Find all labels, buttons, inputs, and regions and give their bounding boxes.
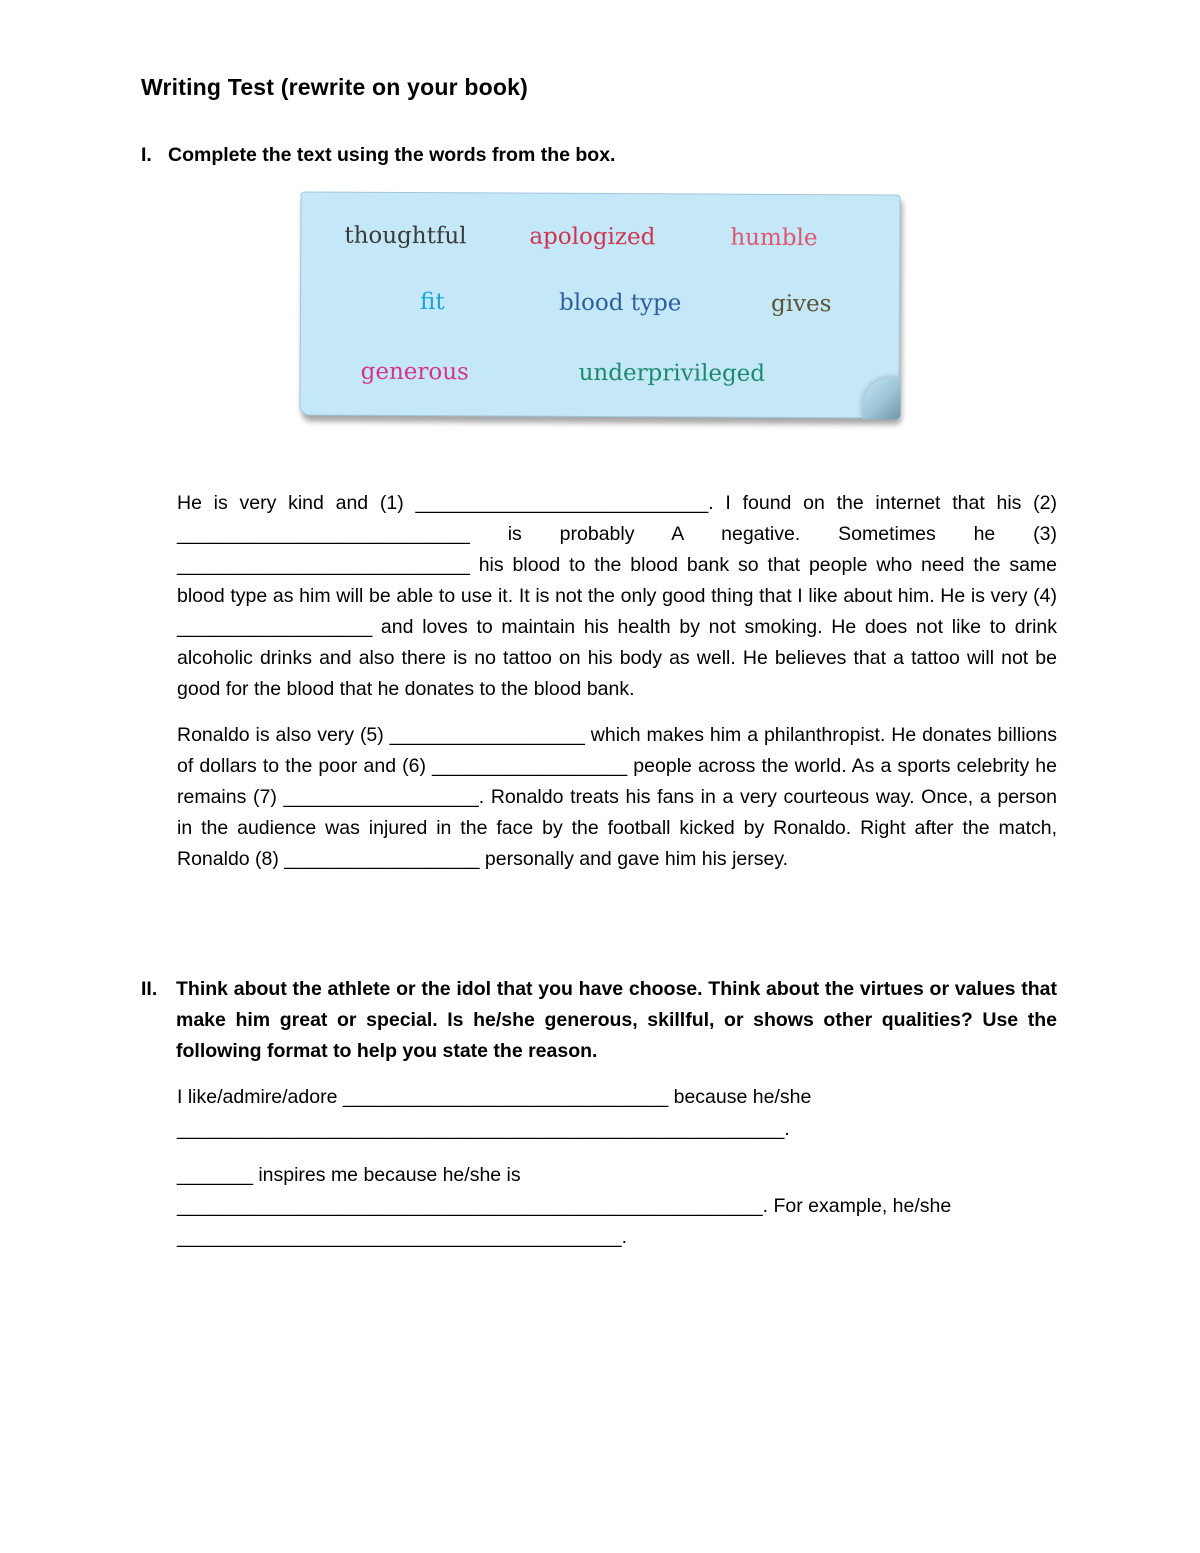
page-title: Writing Test (rewrite on your book) [141,74,528,100]
word-box-item: humble [730,224,818,252]
template-line: ________________________________________________________. [177,1118,790,1140]
word-box-item: underprivileged [578,359,766,387]
word-box-item: blood type [558,289,682,317]
template-line: I like/admire/adore ______________________________ because he/she [177,1086,812,1108]
word-box-item: fit [419,289,445,316]
exercise-paragraph-2: Ronaldo is also very (5) __________________ which makes him a philanthropist. He donates billions of dollars to the poor and (6) __________________ people across the world. As a sports celebrity he remains (7) __________________. Ronaldo treats his fans in a very courteous way. Once, a person in the audience was injured in the face by the football kicked by Ronaldo. Right after the match, Ronaldo (8) __________________ personally and gave him his jersey. [177,724,1057,870]
template-line: ______________________________________________________. For example, he/she [177,1195,952,1217]
section-1-number: I. [141,144,152,166]
template-line: _______ inspires me because he/she is [177,1164,521,1186]
word-box-item: generous [360,358,469,386]
word-box [299,191,900,418]
template-line: _________________________________________. [177,1226,628,1248]
section-1-instruction: Complete the text using the words from the box. [168,144,616,166]
word-box-item: thoughtful [344,222,467,250]
section-2-instruction: Think about the athlete or the idol that you have choose. Think about the virtues or values that make him great or special. Is he/she generous, skillful, or shows other qualities? Use the following format to help you state the reason. [176,978,1057,1062]
section-2-number: II. [141,978,158,1000]
exercise-paragraph-1: He is very kind and (1) ___________________________. I found on the internet that his (2) ___________________________ is probably A negative. Sometimes he (3) ___________________________ his blood to the blood bank so that people who need the same blood type as him will be able to use it. It is not the only good thing that I like about him. He is very (4) __________________ and loves to maintain his health by not smoking. He does not like to drink alcoholic drinks and also there is no tattoo on his body as well. He believes that a tattoo will not be good for the blood that he donates to the blood bank. [177,492,1057,700]
word-box-item: gives [770,290,832,318]
page-curl [862,377,900,419]
word-box-item: apologized [529,223,656,251]
